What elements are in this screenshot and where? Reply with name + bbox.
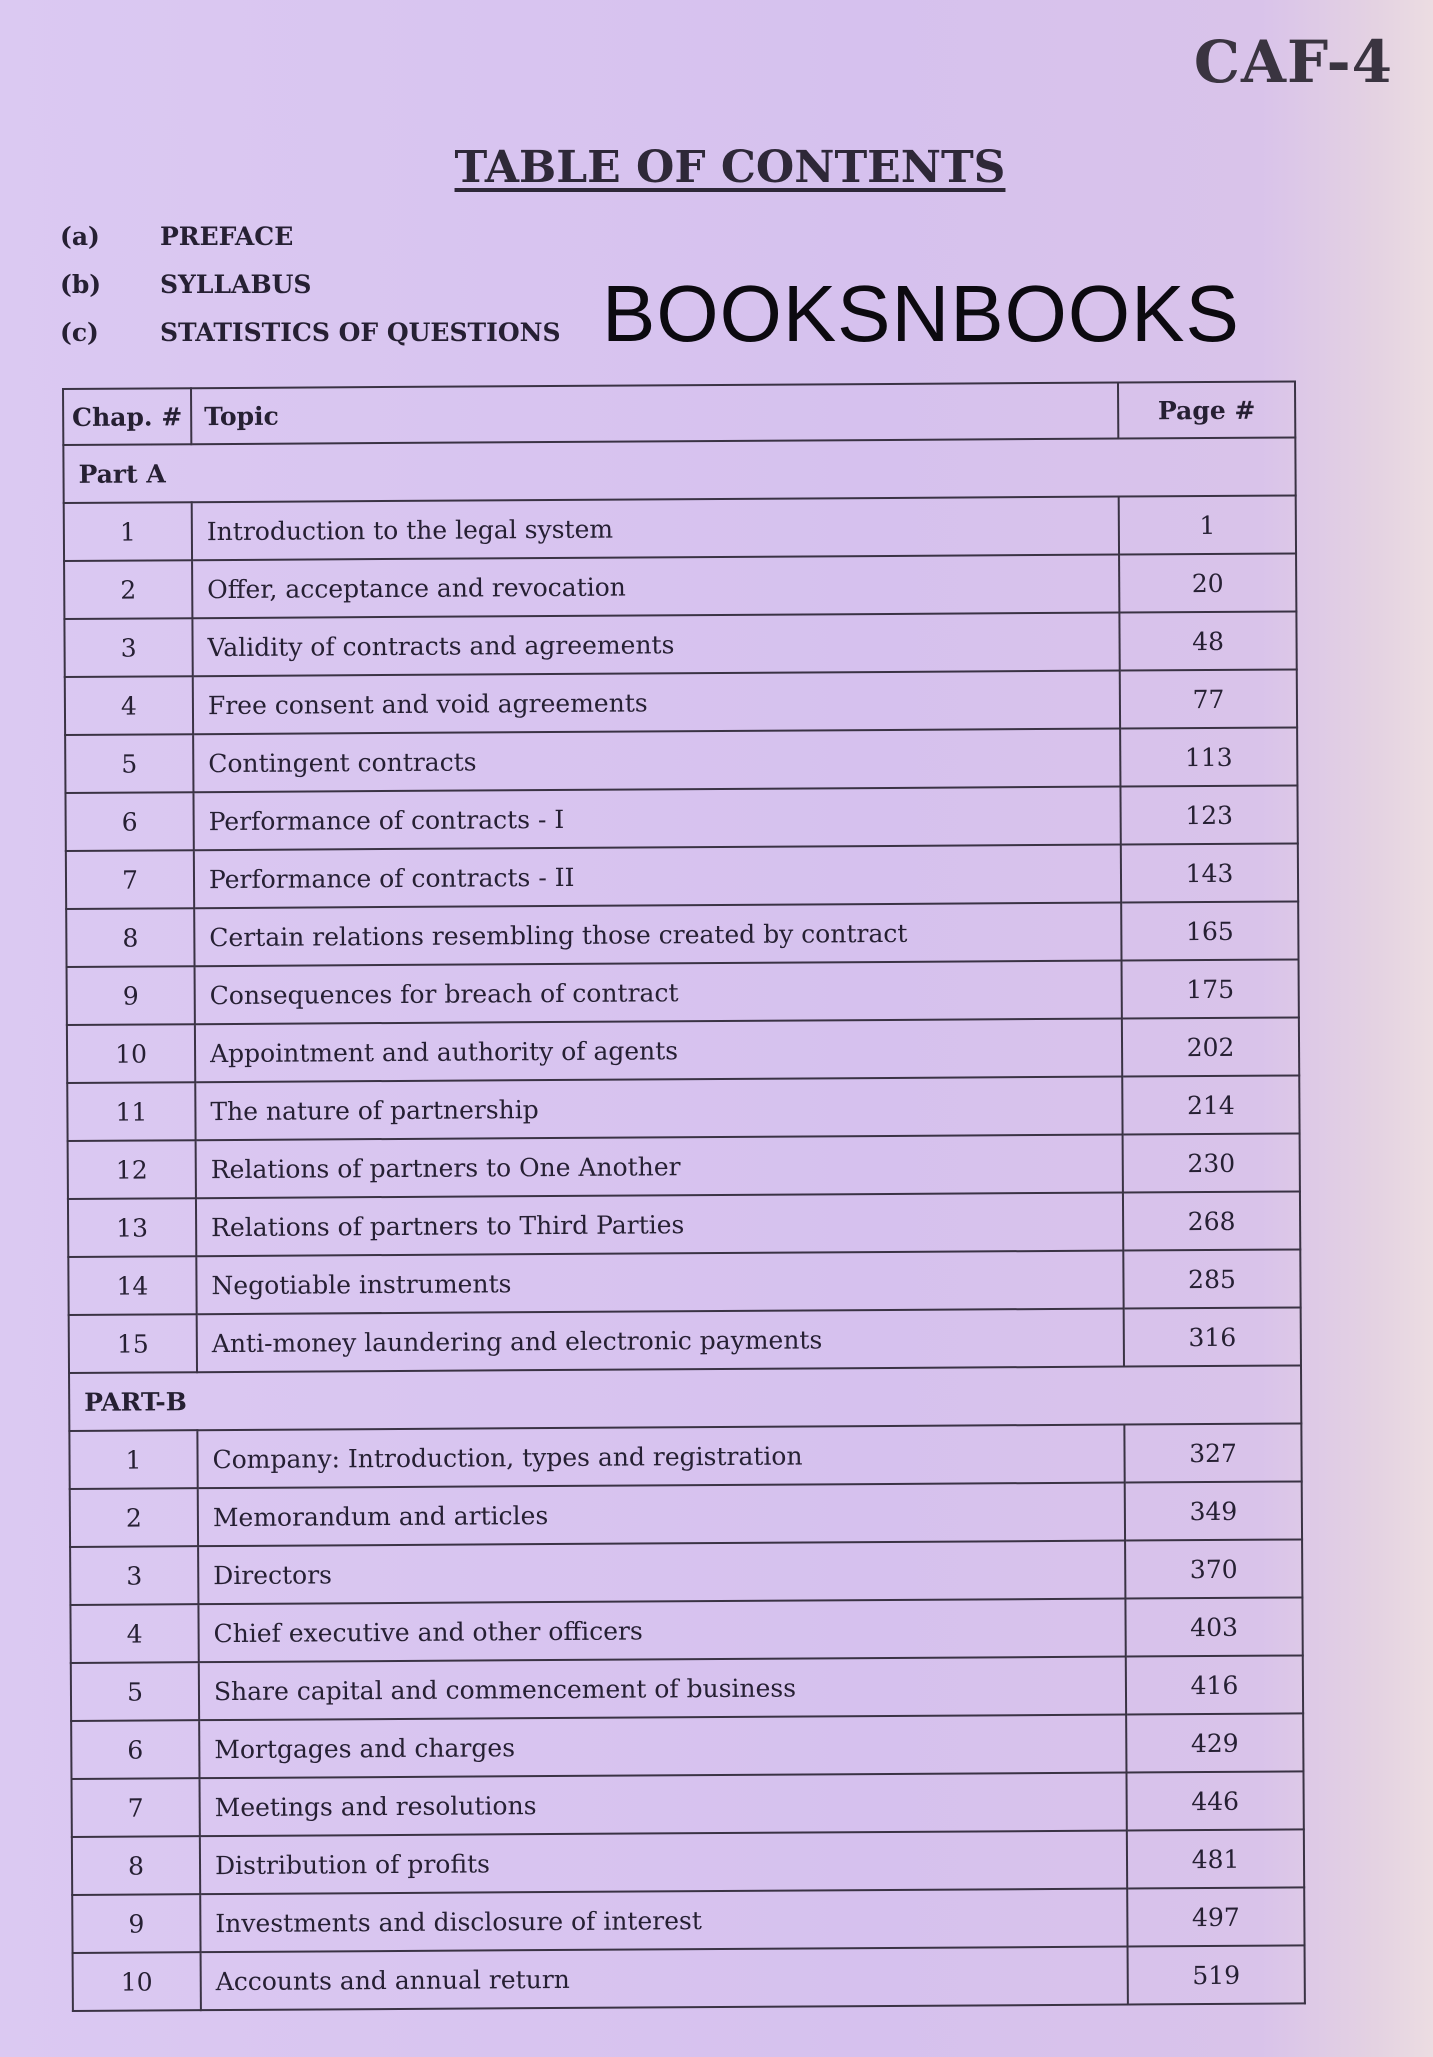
chapter-topic: Company: Introduction, types and registration	[197, 1425, 1124, 1489]
chapter-topic: Meetings and resolutions	[199, 1773, 1126, 1837]
chapter-number: 8	[66, 908, 194, 967]
table-row	[66, 901, 1298, 967]
page-number: 1	[1119, 495, 1296, 554]
chapter-number: 6	[71, 1720, 199, 1779]
chapter-topic: Performance of contracts - I	[193, 787, 1120, 851]
chapter-topic: Investments and disclosure of interest	[200, 1889, 1127, 1953]
table-row	[71, 1655, 1303, 1721]
chapter-topic: Consequences for breach of contract	[195, 961, 1122, 1025]
chapter-topic: Free consent and void agreements	[193, 671, 1120, 735]
table-row	[67, 959, 1299, 1025]
page-number: 327	[1124, 1423, 1301, 1482]
table-row	[64, 495, 1296, 561]
chapter-number: 4	[70, 1604, 198, 1663]
page-number: 519	[1128, 1945, 1305, 2004]
chapter-topic: Chief executive and other officers	[198, 1599, 1125, 1663]
front-matter-text: PREFACE	[160, 221, 294, 251]
page-number: 202	[1122, 1017, 1299, 1076]
part-header-row	[63, 437, 1295, 503]
table-row	[67, 1075, 1299, 1141]
chapter-number: 3	[64, 618, 192, 677]
table-row	[70, 1597, 1302, 1663]
contents-table	[62, 380, 1306, 2012]
course-code: CAF-4	[1193, 28, 1393, 96]
page-number: 20	[1119, 553, 1296, 612]
chapter-topic: Performance of contracts - II	[194, 845, 1121, 909]
table-row	[68, 1191, 1300, 1257]
chapter-topic: Introduction to the legal system	[192, 497, 1119, 561]
page-number: 497	[1127, 1887, 1304, 1946]
watermark-text: BOOKSNBOOKS	[602, 269, 1240, 358]
chapter-topic: Offer, acceptance and revocation	[192, 555, 1119, 619]
chapter-number: 2	[64, 560, 192, 619]
chapter-topic: Appointment and authority of agents	[195, 1019, 1122, 1083]
part-header-row	[69, 1365, 1301, 1431]
page-number: 349	[1125, 1481, 1302, 1540]
page-number: 214	[1122, 1075, 1299, 1134]
table-row	[64, 611, 1296, 677]
page-number: 268	[1123, 1191, 1300, 1250]
table-row	[73, 1945, 1305, 2011]
front-matter-text: STATISTICS OF QUESTIONS	[160, 317, 561, 347]
page-number: 403	[1125, 1597, 1302, 1656]
chapter-number: 12	[68, 1140, 196, 1199]
chapter-topic: Certain relations resembling those created by contract	[194, 903, 1121, 967]
chapter-number: 1	[64, 502, 192, 561]
table-row	[67, 1017, 1299, 1083]
part-name: Part A	[63, 437, 1295, 503]
chapter-number: 5	[71, 1662, 199, 1721]
chapter-number: 2	[70, 1488, 198, 1547]
table-row	[72, 1887, 1304, 1953]
page-number: 429	[1126, 1713, 1303, 1772]
chapter-number: 6	[65, 792, 193, 851]
table-row	[71, 1713, 1303, 1779]
page-number: 316	[1124, 1307, 1301, 1366]
chapter-number: 14	[68, 1256, 196, 1315]
chapter-topic: Memorandum and articles	[198, 1483, 1125, 1547]
front-matter-item	[60, 212, 561, 260]
table-row	[65, 669, 1297, 735]
page-number: 113	[1120, 727, 1297, 786]
page-number: 77	[1120, 669, 1297, 728]
chapter-number: 3	[70, 1546, 198, 1605]
table-row	[68, 1133, 1300, 1199]
chapter-number: 9	[72, 1894, 200, 1953]
page-title: TABLE OF CONTENTS	[454, 142, 1006, 193]
chapter-topic: Validity of contracts and agreements	[192, 613, 1119, 677]
chapter-topic: Relations of partners to One Another	[196, 1135, 1123, 1199]
table-row	[66, 843, 1298, 909]
chapter-number: 8	[72, 1836, 200, 1895]
chapter-topic: Directors	[198, 1541, 1125, 1605]
chapter-number: 13	[68, 1198, 196, 1257]
page-number: 165	[1121, 901, 1298, 960]
front-matter-item	[60, 308, 561, 356]
chapter-number: 15	[69, 1314, 197, 1373]
page-number: 175	[1122, 959, 1299, 1018]
table-row	[70, 1481, 1302, 1547]
header-page: Page #	[1118, 381, 1295, 438]
chapter-number: 11	[67, 1082, 195, 1141]
table-row	[70, 1539, 1302, 1605]
chapter-number: 10	[67, 1024, 195, 1083]
chapter-number: 10	[73, 1952, 201, 2011]
table-row	[65, 785, 1297, 851]
front-matter-label: (c)	[60, 317, 99, 347]
page-number: 123	[1120, 785, 1297, 844]
table-row	[64, 553, 1296, 619]
chapter-number: 4	[65, 676, 193, 735]
page-number: 285	[1123, 1249, 1300, 1308]
chapter-topic: Negotiable instruments	[196, 1251, 1123, 1315]
page-number: 446	[1126, 1771, 1303, 1830]
chapter-number: 5	[65, 734, 193, 793]
table-row	[69, 1307, 1301, 1373]
table-row	[68, 1249, 1300, 1315]
table-row	[72, 1829, 1304, 1895]
page-number: 230	[1123, 1133, 1300, 1192]
page-number: 416	[1126, 1655, 1303, 1714]
chapter-topic: Share capital and commencement of business	[199, 1657, 1126, 1721]
chapter-topic: Distribution of profits	[200, 1831, 1127, 1895]
chapter-number: 1	[69, 1430, 197, 1489]
front-matter-label: (b)	[60, 269, 102, 299]
page-number: 143	[1121, 843, 1298, 902]
front-matter-label: (a)	[60, 221, 100, 251]
chapter-topic: Accounts and annual return	[201, 1947, 1128, 2011]
page-number: 48	[1119, 611, 1296, 670]
front-matter-text: SYLLABUS	[160, 269, 312, 299]
chapter-topic: The nature of partnership	[195, 1077, 1122, 1141]
table-row	[65, 727, 1297, 793]
table-row	[71, 1771, 1303, 1837]
chapter-number: 7	[71, 1778, 199, 1837]
table-header-row	[63, 381, 1295, 445]
page-number: 370	[1125, 1539, 1302, 1598]
part-name: PART-B	[69, 1365, 1301, 1431]
header-chap: Chap. #	[63, 388, 191, 445]
header-topic: Topic	[191, 383, 1118, 445]
chapter-topic: Contingent contracts	[193, 729, 1120, 793]
chapter-topic: Anti-money laundering and electronic payments	[197, 1309, 1124, 1373]
chapter-topic: Mortgages and charges	[199, 1715, 1126, 1779]
chapter-number: 7	[66, 850, 194, 909]
front-matter-list	[60, 212, 561, 356]
page-number: 481	[1127, 1829, 1304, 1888]
chapter-topic: Relations of partners to Third Parties	[196, 1193, 1123, 1257]
chapter-number: 9	[67, 966, 195, 1025]
front-matter-item	[60, 260, 561, 308]
table-row	[69, 1423, 1301, 1489]
